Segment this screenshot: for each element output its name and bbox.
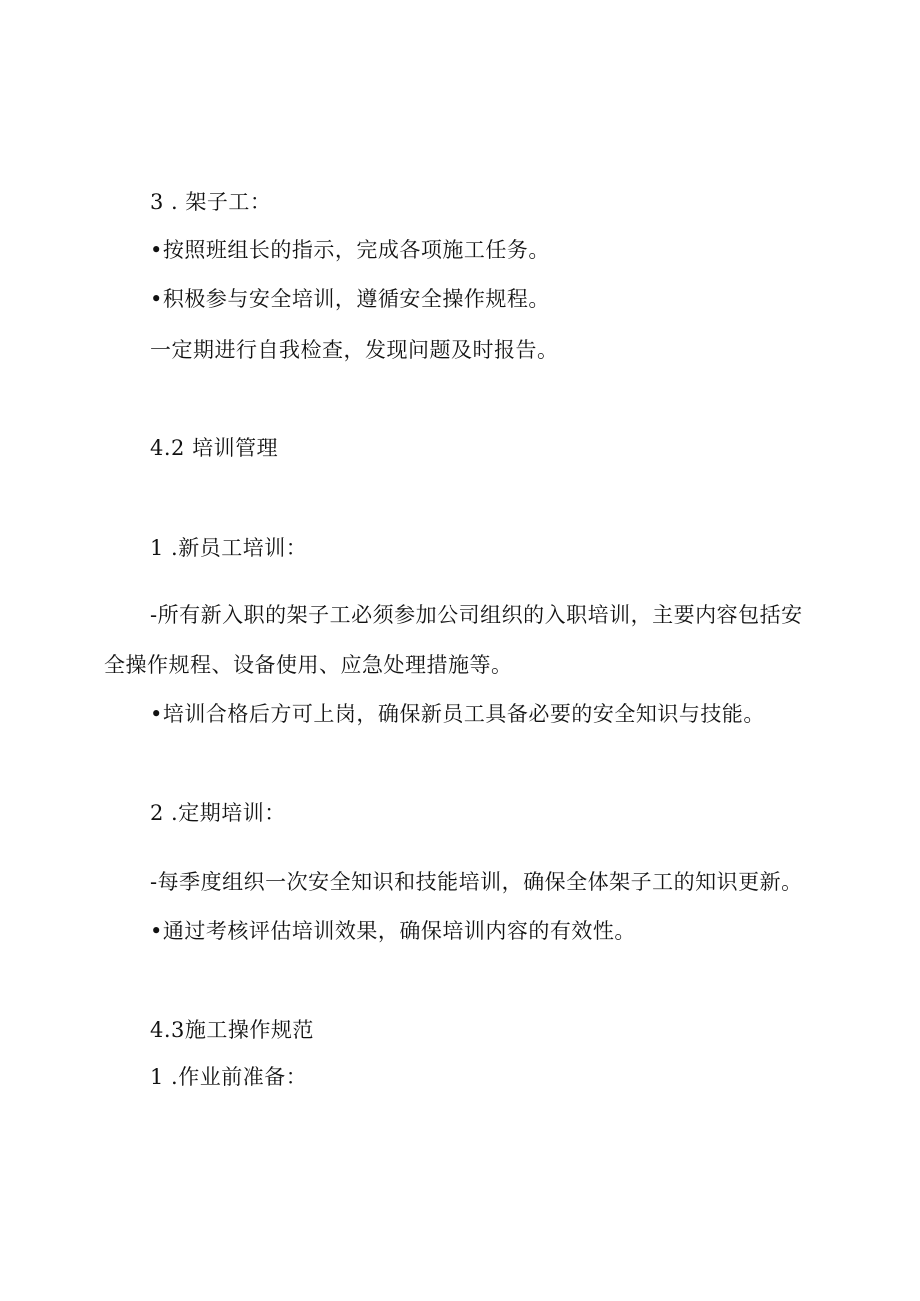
paragraph-onboarding-line2: 全操作规程、设备使用、应急处理措施等。 bbox=[104, 653, 513, 677]
section-heading-training-management: 4.2 培训管理 bbox=[150, 436, 279, 460]
section-heading-construction-spec: 4.3施工操作规范 bbox=[150, 1018, 314, 1042]
paragraph-onboarding-line1: -所有新入职的架子工必须参加公司组织的入职培训，主要内容包括安 bbox=[150, 603, 803, 627]
subheading-pre-work-preparation: 1 .作业前准备： bbox=[150, 1065, 308, 1089]
bullet-self-inspection: 一定期进行自我检查，发现问题及时报告。 bbox=[150, 338, 559, 362]
bullet-assessment: •通过考核评估培训效果，确保培训内容的有效性。 bbox=[150, 919, 636, 943]
bullet-follow-instructions: •按照班组长的指示，完成各项施工任务。 bbox=[150, 238, 550, 262]
bullet-qualified-before-work: •培训合格后方可上岗，确保新员工具备必要的安全知识与技能。 bbox=[150, 702, 765, 726]
subheading-regular-training: 2 .定期培训： bbox=[150, 801, 286, 825]
paragraph-quarterly-training: -每季度组织一次安全知识和技能培训，确保全体架子工的知识更新。 bbox=[150, 870, 803, 894]
subheading-new-employee-training: 1 .新员工培训： bbox=[150, 536, 308, 560]
bullet-safety-training: •积极参与安全培训，遵循安全操作规程。 bbox=[150, 287, 550, 311]
subheading-scaffolder: 3 . 架子工： bbox=[150, 190, 272, 214]
